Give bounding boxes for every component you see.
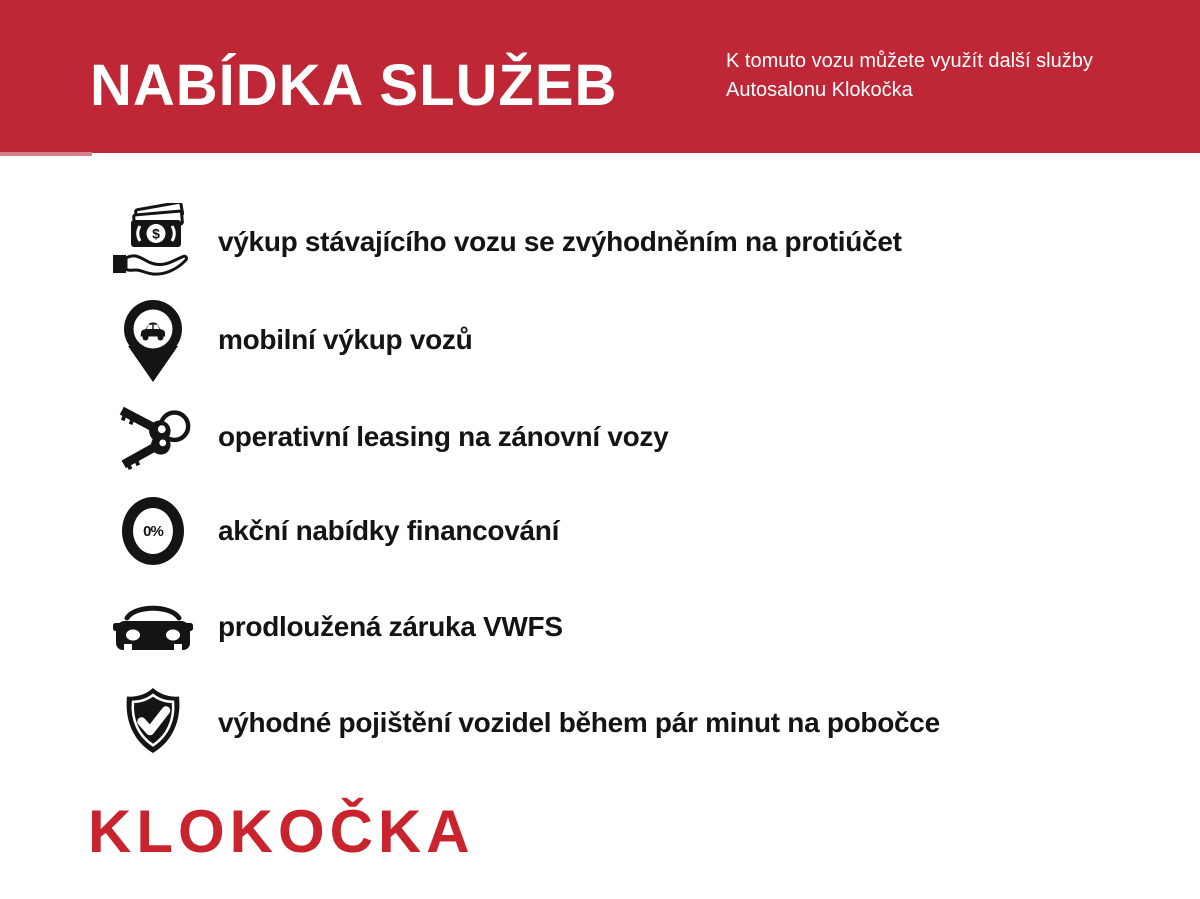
- header-subtitle: [726, 47, 1136, 105]
- service-item-mobile-buyout: [112, 297, 472, 383]
- car-icon: [112, 598, 194, 656]
- cash-in-hand-icon: [112, 203, 194, 281]
- service-item-financing: [112, 488, 559, 574]
- service-label: výhodné pojištění vozidel během pár minut na pobočce: [218, 707, 940, 738]
- service-label: operativní leasing na zánovní vozy: [218, 421, 669, 452]
- header-banner: [0, 0, 1200, 153]
- service-label: výkup stávajícího vozu se zvýhodněním na protiúčet: [218, 226, 902, 257]
- keys-icon: [112, 399, 194, 475]
- zero-percent-label: 0%: [143, 522, 163, 540]
- service-item-insurance: [112, 680, 940, 766]
- service-item-warranty: [112, 584, 563, 670]
- shield-check-icon: [112, 685, 194, 761]
- klokocka-logo: KLOKOČKA: [88, 798, 475, 865]
- dollar-symbol: $: [152, 225, 160, 242]
- service-item-leasing: [112, 394, 668, 480]
- service-label: mobilní výkup vozů: [218, 324, 473, 355]
- page-title: NABÍDKA SLUŽEB: [90, 53, 618, 118]
- header-subtitle-line2: Autosalonu Klokočka: [726, 79, 913, 101]
- car-location-pin-icon: [112, 296, 194, 384]
- service-item-trade-in: [112, 199, 902, 285]
- header-edge-strip: [0, 152, 92, 156]
- zero-percent-icon: [112, 497, 194, 565]
- header-subtitle-line1: K tomuto vozu můžete využít další služby: [726, 50, 1093, 72]
- service-label: akční nabídky financování: [218, 515, 560, 546]
- service-label: prodloužená záruka VWFS: [218, 611, 563, 642]
